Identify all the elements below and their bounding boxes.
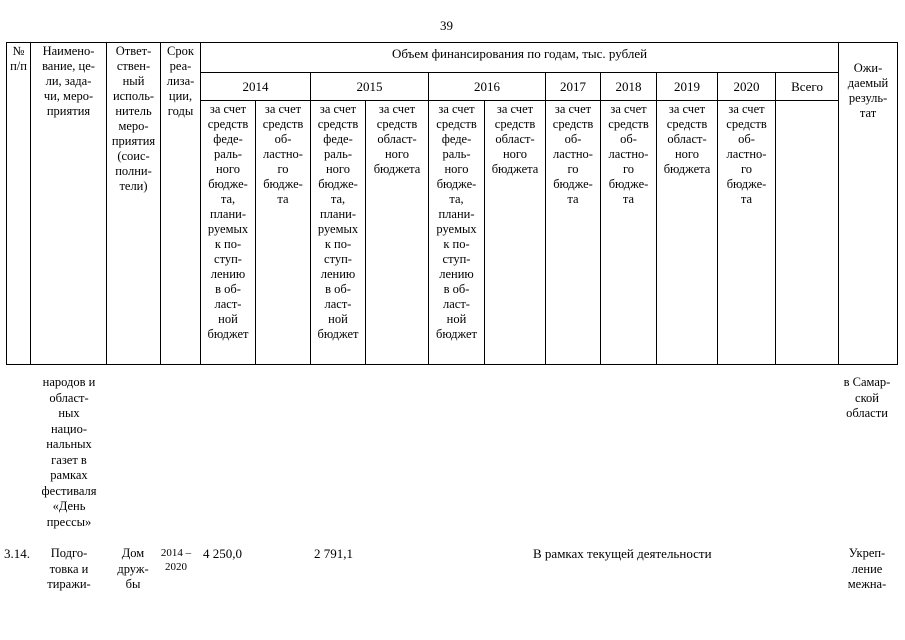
row-number: 3.14.: [4, 546, 30, 561]
sub-obl-2016: за счет средств област- ного бюджета: [485, 101, 546, 365]
year-2018: 2018: [601, 73, 657, 101]
continuation-result: в Самар- ской области: [843, 375, 891, 420]
row-result: Укреп- ление межна-: [847, 546, 887, 591]
row-value-2015-fed: 2 791,1: [314, 546, 353, 561]
col-expected-header: Ожи- даемый резуль- тат: [839, 43, 898, 365]
table-header: [6, 42, 898, 365]
sub-fed-2014: за счет средств феде- раль- ного бюдже- та, плани- руемых к по- ступ- лению в об- ласт- ной бюджет: [201, 101, 256, 365]
page-number: 39: [440, 18, 453, 33]
sub-fed-2015: за счет средств феде- раль- ного бюдже- та, плани- руемых к по- ступ- лению в об- ласт- ной бюджет: [311, 101, 366, 365]
col-total: Всего: [776, 73, 839, 101]
sub-obl-2015: за счет средств област- ного бюджета: [366, 101, 429, 365]
sub-fed-2016: за счет средств феде- раль- ного бюдже- та, плани- руемых к по- ступ- лению в об- ласт- ной бюджет: [429, 101, 485, 365]
sub-obl-2017: за счет средств об- ластно- го бюдже- та: [546, 101, 601, 365]
year-2019: 2019: [657, 73, 718, 101]
sub-obl-2020: за счет средств об- ластно- го бюдже- та: [718, 101, 776, 365]
sub-obl-2018: за счет средств об- ластно- го бюдже- та: [601, 101, 657, 365]
row-name: Подго- товка и тиражи-: [47, 546, 91, 591]
row-value-2014-fed: 4 250,0: [203, 546, 242, 561]
sub-obl-2014: за счет средств об- ластно- го бюдже- та: [256, 101, 311, 365]
col-resp-header: Ответ- ствен- ный исполь- нитель меро- приятия (соис- полни- тели): [107, 43, 161, 365]
row-term: 2014 – 2020: [160, 547, 192, 573]
row-responsible: Дом друж- бы: [117, 546, 149, 591]
year-2015: 2015: [311, 73, 429, 101]
sub-obl-2019: за счет средств област- ного бюджета: [657, 101, 718, 365]
year-2014: 2014: [201, 73, 311, 101]
year-2016: 2016: [429, 73, 546, 101]
year-2017: 2017: [546, 73, 601, 101]
sub-total: [776, 101, 839, 365]
continuation-name: народов и област- ных нацио- нальных газет в рамках фестиваля «День прессы»: [41, 375, 97, 529]
col-name-header: Наимено- вание, це- ли, зада- чи, меро- приятия: [31, 43, 107, 365]
year-2020: 2020: [718, 73, 776, 101]
col-funding-header: Объем финансирования по годам, тыс. рублей: [201, 43, 839, 73]
col-term-header: Срок реа- лиза- ции, годы: [161, 43, 201, 365]
col-num-header: № п/п: [7, 43, 31, 365]
row-note: В рамках текущей деятельности: [533, 546, 712, 561]
